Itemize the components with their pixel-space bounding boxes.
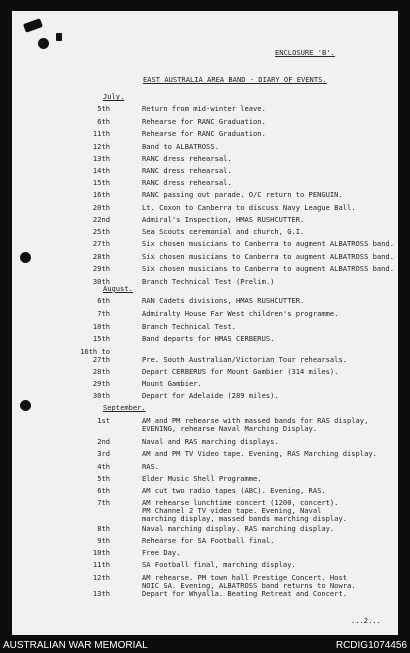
entry-event: SA Football final, marching display. xyxy=(142,560,296,569)
entry-date: 3rd xyxy=(97,449,110,458)
binder-clip-tab xyxy=(56,33,62,41)
entry-date: 9th xyxy=(97,536,110,545)
entry-date: 29th xyxy=(92,264,110,273)
entry-date: 6th xyxy=(97,296,110,305)
archive-name: AUSTRALIAN WAR MEMORIAL xyxy=(3,640,148,651)
entry-event: Rehearse for RANC Graduation. xyxy=(142,117,266,126)
document-title: EAST AUSTRALIA AREA BAND - DIARY OF EVENTS. xyxy=(143,75,327,84)
entry-date: 7th xyxy=(97,498,110,507)
month-heading-september: September. xyxy=(103,403,146,412)
binder-clip xyxy=(23,18,43,33)
entry-event: Six chosen musicians to Canberra to augment ALBATROSS band. xyxy=(142,239,394,248)
page-continuation: ...2... xyxy=(351,616,381,625)
entry-event: Free Day. xyxy=(142,548,181,557)
entry-event: Return from mid-winter leave. xyxy=(142,104,266,113)
entry-event: Six chosen musicians to Canberra to augment ALBATROSS band. xyxy=(142,264,394,273)
entry-date: 12th xyxy=(92,573,110,582)
entry-event: AM and PM TV Video tape. Evening, RAS Marching display. xyxy=(142,449,377,458)
entry-date: 27th xyxy=(92,239,110,248)
enclosure-label: ENCLOSURE 'B'. xyxy=(275,48,335,57)
entry-event: AM cut two radio tapes (ABC). Evening, RAS. xyxy=(142,486,326,495)
entry-event: Admiralty House Far West children's programme. xyxy=(142,309,339,318)
entry-event: Mount Gambier. xyxy=(142,379,202,388)
entry-date: 11th xyxy=(92,129,110,138)
entry-date: 28th xyxy=(92,367,110,376)
month-heading-july: July. xyxy=(103,92,125,101)
entry-date: 20th xyxy=(92,203,110,212)
entry-event: Pre. South Australian/Victorian Tour rehearsals. xyxy=(142,355,347,364)
entry-date: 12th xyxy=(92,142,110,151)
entry-date: 6th xyxy=(97,486,110,495)
entry-event: Rehearse for RANC Graduation. xyxy=(142,129,266,138)
entry-date: 8th xyxy=(97,524,110,533)
entry-date: 30th xyxy=(92,391,110,400)
entry-date: 27th xyxy=(92,355,110,364)
entry-event: AM rehearse. PM town hall Prestige Concert. Host xyxy=(142,573,347,582)
entry-event: Naval marching display. RAS marching display. xyxy=(142,524,335,533)
entry-event: RANC dress rehearsal. xyxy=(142,178,232,187)
entry-date: 10th xyxy=(92,322,110,331)
entry-date: 11th xyxy=(92,560,110,569)
punch-hole-middle xyxy=(20,252,31,263)
entry-event: Elder Music Shell Programme. xyxy=(142,474,262,483)
punch-hole-top xyxy=(38,38,49,49)
entry-event: Depart for Adelaide (289 miles). xyxy=(142,391,279,400)
entry-event: Admiral's Inspection, HMAS RUSHCUTTER. xyxy=(142,215,305,224)
entry-event: RAN Cadets divisions, HMAS RUSHCUTTER. xyxy=(142,296,305,305)
entry-event: RANC dress rehearsal. xyxy=(142,166,232,175)
entry-date: 28th xyxy=(92,252,110,261)
entry-event: NOIC SA. Evening, ALBATROSS band returns to Nowra. xyxy=(142,581,356,590)
entry-event: Naval and RAS marching displays. xyxy=(142,437,279,446)
entry-event: RAS. xyxy=(142,462,160,471)
entry-date: 7th xyxy=(97,309,110,318)
entry-event: Branch Technical Test (Prelim.) xyxy=(142,277,275,286)
entry-date: 16th xyxy=(92,190,110,199)
entry-event: Band departs for HMAS CERBERUS. xyxy=(142,334,275,343)
entry-event: Six chosen musicians to Canberra to augment ALBATROSS band. xyxy=(142,252,394,261)
entry-event: Sea Scouts ceremonial and church, G.I. xyxy=(142,227,305,236)
entry-date: 4th xyxy=(97,462,110,471)
entry-date: 14th xyxy=(92,166,110,175)
month-heading-august: August. xyxy=(103,284,133,293)
entry-event: marching display, massed bands marching display. xyxy=(142,514,347,523)
entry-event: EVENING, rehearse Naval Marching Display. xyxy=(142,424,318,433)
entry-event: Branch Technical Test. xyxy=(142,322,236,331)
archive-reference: RCDIG1074456 xyxy=(335,640,407,651)
entry-date: 15th xyxy=(92,178,110,187)
entry-event: RANC passing out parade. O/C return to PENGUIN. xyxy=(142,190,343,199)
entry-event: PM Channel 2 TV video tape. Evening, Naval xyxy=(142,506,322,515)
punch-hole-bottom xyxy=(20,400,31,411)
entry-date: 13th xyxy=(92,154,110,163)
entry-event: RANC dress rehearsal. xyxy=(142,154,232,163)
entry-date: 5th xyxy=(97,104,110,113)
entry-event: Rehearse for SA Football final. xyxy=(142,536,275,545)
entry-event: AM rehearse lunchtime concert (1200, concert). xyxy=(142,498,339,507)
document-page xyxy=(12,11,398,635)
entry-event: Lt. Coxon to Canberra to discuss Navy League Ball. xyxy=(142,203,356,212)
entry-event: AM and PM rehearse with massed bands for RAS display, xyxy=(142,416,369,425)
entry-date: 22nd xyxy=(92,215,110,224)
entry-date: 16th to xyxy=(80,347,110,356)
entry-date: 10th xyxy=(92,548,110,557)
entry-event: Depart for Whyalla. Beating Retreat and Concert. xyxy=(142,589,347,598)
entry-event: Depart CERBERUS for Mount Gambier (314 miles). xyxy=(142,367,339,376)
entry-event: Band to ALBATROSS. xyxy=(142,142,219,151)
entry-date: 5th xyxy=(97,474,110,483)
archive-footer xyxy=(0,638,410,653)
entry-date: 2nd xyxy=(97,437,110,446)
entry-date: 29th xyxy=(92,379,110,388)
entry-date: 25th xyxy=(92,227,110,236)
entry-date: 1st xyxy=(97,416,110,425)
entry-date: 30th xyxy=(92,277,110,286)
entry-date: 6th xyxy=(97,117,110,126)
entry-date: 13th xyxy=(92,589,110,598)
entry-date: 15th xyxy=(92,334,110,343)
